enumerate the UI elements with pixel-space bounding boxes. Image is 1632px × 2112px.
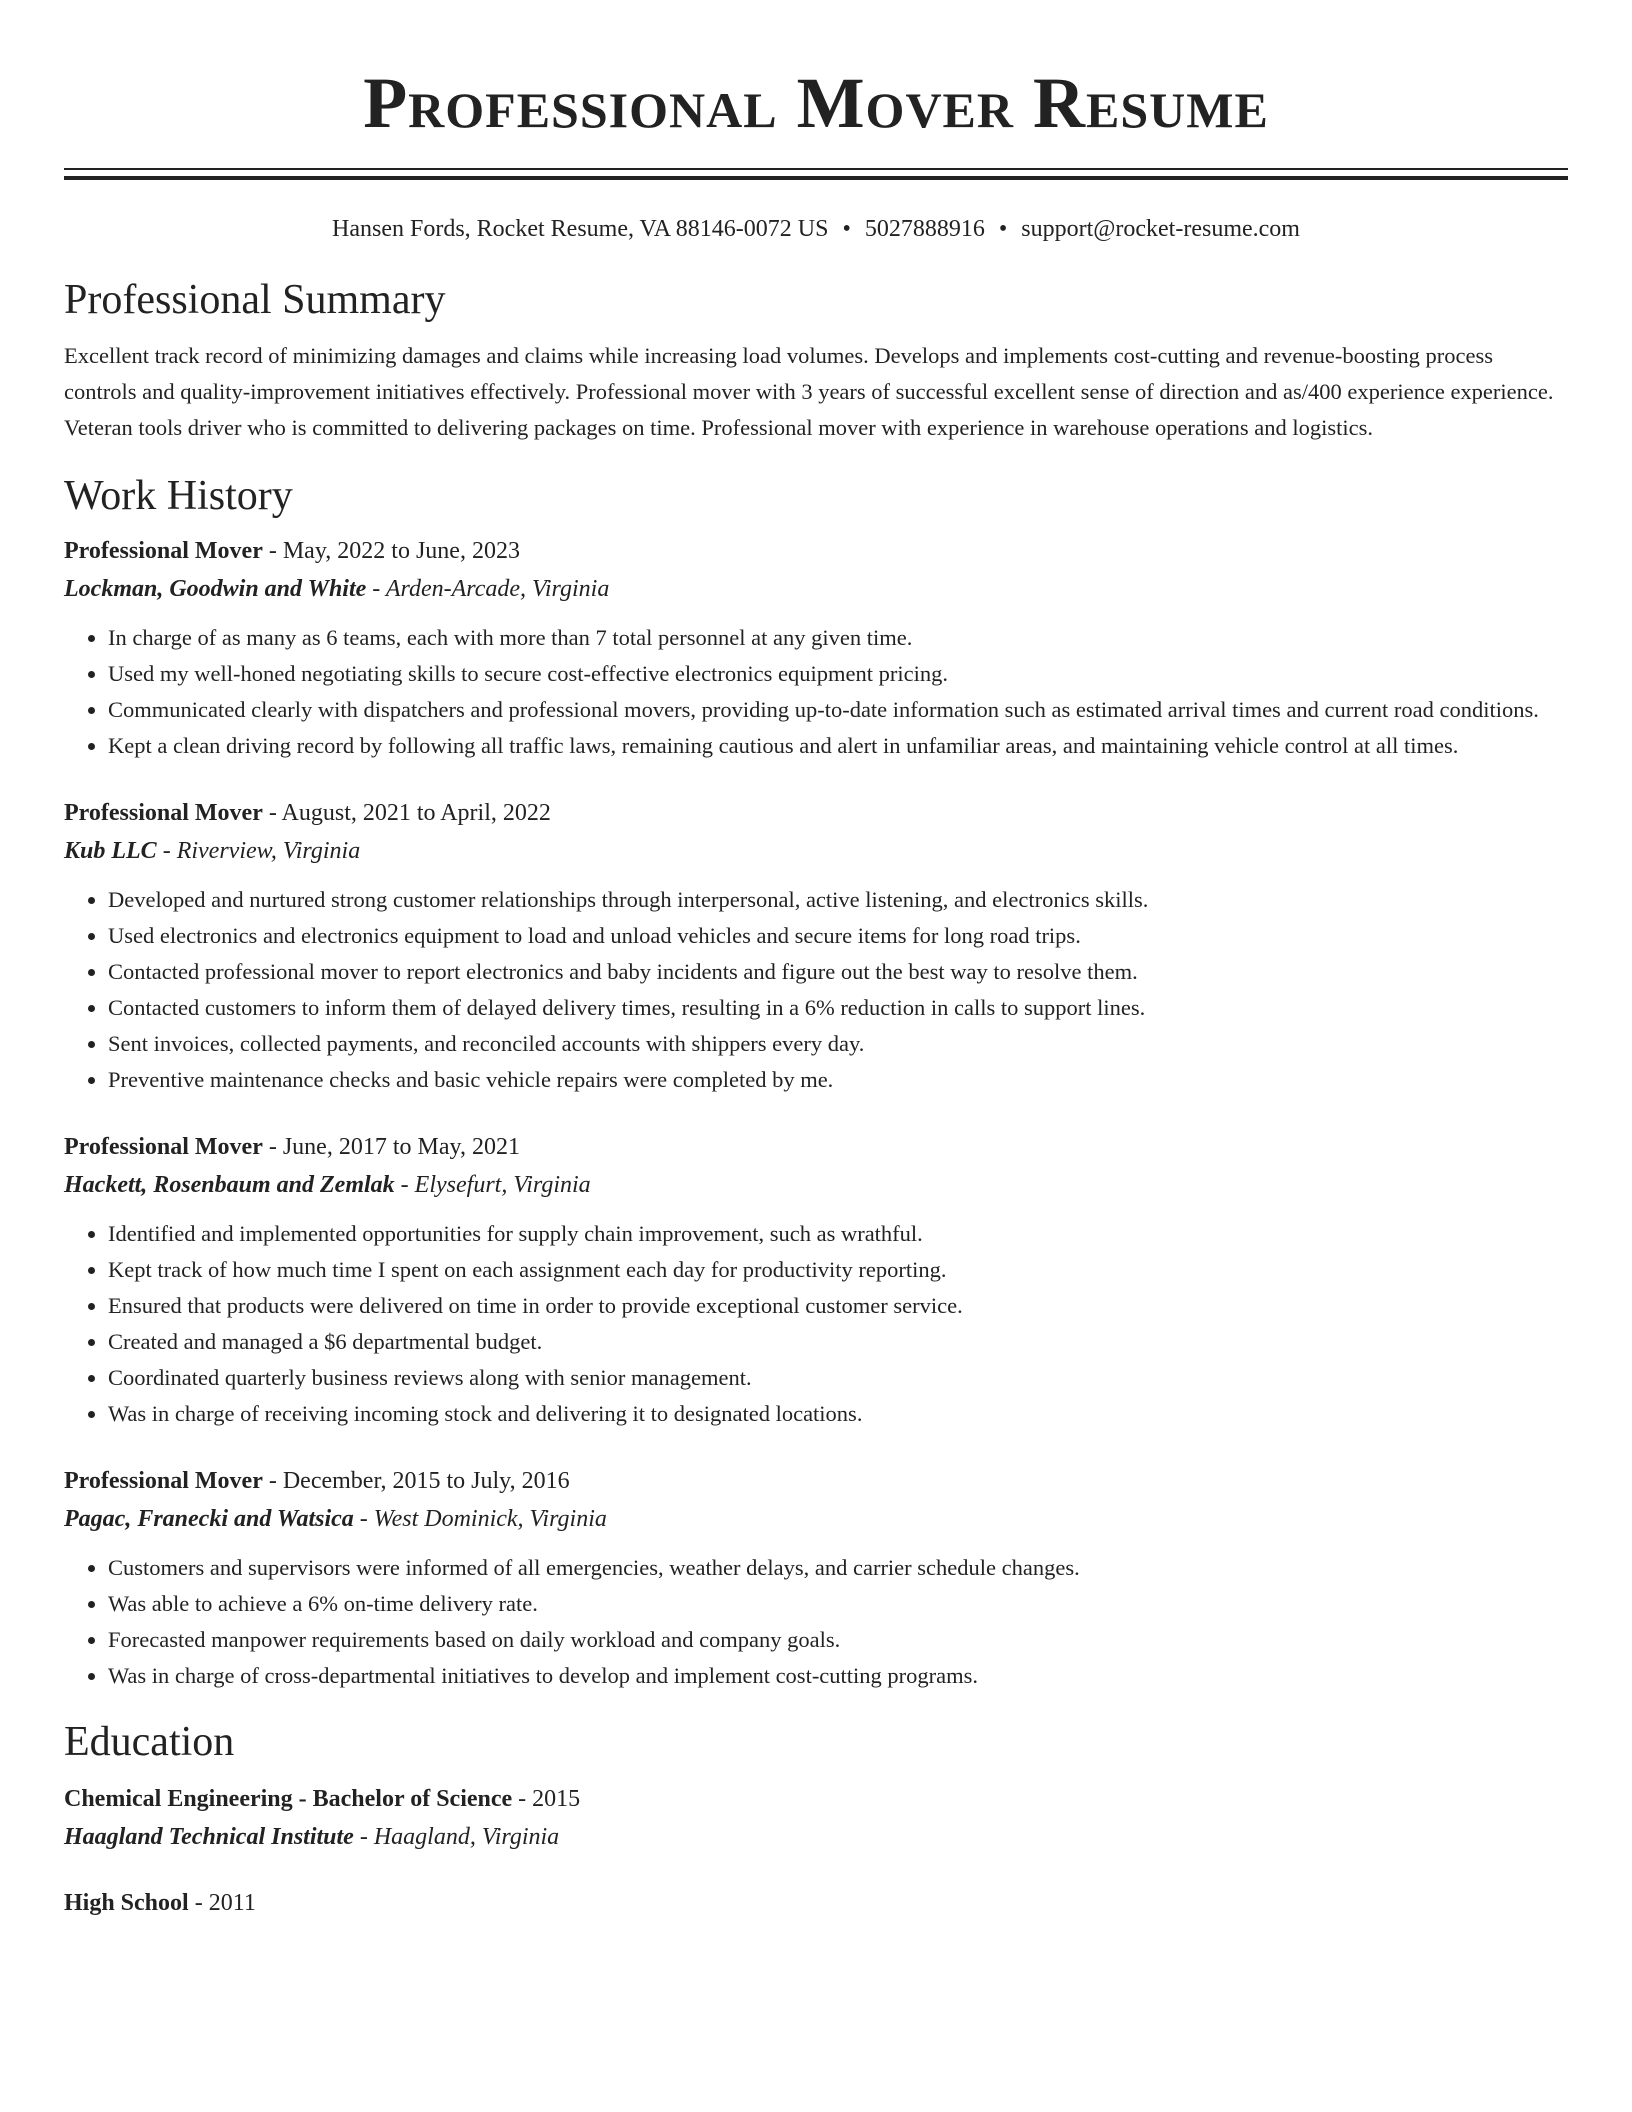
job-company: Pagac, Franecki and Watsica [64,1506,354,1532]
education-heading: Education [64,1719,235,1765]
job-company-line: Kub LLC - Riverview, Virginia [64,838,361,864]
education-school: Haagland Technical Institute [64,1824,354,1850]
title-divider-thick [64,176,1568,180]
job-location: West Dominick, Virginia [373,1506,607,1532]
education-location: Haagland, Virginia [373,1824,560,1850]
title-divider-thin [64,168,1568,170]
contact-separator: • [998,216,1008,242]
education-entry [64,1780,1568,1856]
job-title-line: Professional Mover - December, 2015 to July, 2016 [64,1468,570,1494]
education-year: 2015 [532,1786,581,1812]
education-degree: Chemical Engineering - Bachelor of Science [64,1786,513,1812]
job-bullet: • Communicated clearly with dispatchers and professional movers, providing up-to-date information such as estimated arrival times and current road conditions. [108,692,1568,728]
job-bullet: • Forecasted manpower requirements based on daily workload and company goals. [108,1622,1568,1658]
job-bullet: • Was in charge of receiving incoming stock and delivering it to designated locations. [108,1396,1568,1432]
job-location: Riverview, Virginia [176,838,361,864]
job-bullet: • Developed and nurtured strong customer relationships through interpersonal, active listening, and electronics skills. [108,882,1568,918]
job-entry [64,1462,1568,1694]
job-bullet: • Kept a clean driving record by following all traffic laws, remaining cautious and alert in unfamiliar areas, and maintaining vehicle control at all times. [108,728,1568,764]
job-bullets [64,1550,1568,1694]
job-bullet: • Ensured that products were delivered on time in order to provide exceptional customer service. [108,1288,1568,1324]
job-dates: May, 2022 to June, 2023 [282,538,520,564]
summary-heading: Professional Summary [64,277,446,323]
job-company-line: Hackett, Rosenbaum and Zemlak - Elysefurt, Virginia [64,1172,591,1198]
job-role: Professional Mover [64,800,263,826]
job-bullet: • Customers and supervisors were informed of all emergencies, weather delays, and carrier schedule changes. [108,1550,1568,1586]
job-bullet: • Kept track of how much time I spent on each assignment each day for productivity reporting. [108,1252,1568,1288]
education-year: 2011 [208,1890,256,1916]
job-company-line: Pagac, Franecki and Watsica - West Dominick, Virginia [64,1506,607,1532]
job-bullet: • Was in charge of cross-departmental initiatives to develop and implement cost-cutting programs. [108,1658,1568,1694]
page-title: Professional Mover Resume [363,63,1269,143]
job-bullet: • Contacted professional mover to report electronics and baby incidents and figure out the best way to resolve them. [108,954,1568,990]
job-entry [64,794,1568,1098]
job-bullet: • Identified and implemented opportunities for supply chain improvement, such as wrathful. [108,1216,1568,1252]
job-bullets [64,882,1568,1098]
work-history-heading: Work History [64,473,293,519]
job-bullet: • Coordinated quarterly business reviews along with senior management. [108,1360,1568,1396]
job-location: Elysefurt, Virginia [414,1172,591,1198]
contact-address: Hansen Fords, Rocket Resume, VA 88146-0072 US [332,216,829,242]
job-entry [64,532,1568,764]
job-title-line: Professional Mover - May, 2022 to June, 2023 [64,538,520,564]
job-bullet: • Used electronics and electronics equipment to load and unload vehicles and secure items for long road trips. [108,918,1568,954]
job-dates: December, 2015 to July, 2016 [282,1468,570,1494]
job-company-line: Lockman, Goodwin and White - Arden-Arcade, Virginia [64,576,610,602]
job-bullet: • Created and managed a $6 departmental budget. [108,1324,1568,1360]
job-bullets [64,620,1568,764]
job-role: Professional Mover [64,1468,263,1494]
job-company: Hackett, Rosenbaum and Zemlak [64,1172,395,1198]
job-bullets [64,1216,1568,1432]
education-entry [64,1884,1568,1922]
education-school-line: Haagland Technical Institute - Haagland, Virginia [64,1824,560,1850]
job-role: Professional Mover [64,1134,263,1160]
job-company: Kub LLC [64,838,157,864]
job-title-line: Professional Mover - June, 2017 to May, 2021 [64,1134,520,1160]
resume-page [64,0,1568,1922]
job-bullet: • Used my well-honed negotiating skills to secure cost-effective electronics equipment pricing. [108,656,1568,692]
summary-text: Excellent track record of minimizing damages and claims while increasing load volumes. Develops and implements cost-cutting and revenue-boosting process controls and quality-improvement initiatives effectively. Professional mover with 3 years of successful excellent sense of direction and as/400 experience experience. Veteran tools driver who is committed to delivering packages on time. Professional mover with experience in warehouse operations and logistics. [64,343,1554,440]
job-company: Lockman, Goodwin and White [64,576,367,602]
job-bullet: • Contacted customers to inform them of delayed delivery times, resulting in a 6% reduction in calls to support lines. [108,990,1568,1026]
job-entry [64,1128,1568,1432]
job-bullet: • Preventive maintenance checks and basic vehicle repairs were completed by me. [108,1062,1568,1098]
job-location: Arden-Arcade, Virginia [385,576,610,602]
education-degree-line: High School - 2011 [64,1890,256,1916]
contact-phone: 5027888916 [864,216,985,242]
job-title-line: Professional Mover - August, 2021 to April, 2022 [64,800,551,826]
job-bullet: • Sent invoices, collected payments, and reconciled accounts with shippers every day. [108,1026,1568,1062]
contact-separator: • [842,216,851,242]
education-degree: High School [64,1890,189,1916]
contact-email: support@rocket-resume.com [1021,216,1300,242]
job-dates: August, 2021 to April, 2022 [281,800,551,826]
job-bullet: • Was able to achieve a 6% on-time delivery rate. [108,1586,1568,1622]
job-role: Professional Mover [64,538,263,564]
job-bullet: • In charge of as many as 6 teams, each with more than 7 total personnel at any given time. [108,620,1568,656]
contact-line [64,214,1568,244]
job-dates: June, 2017 to May, 2021 [282,1134,520,1160]
education-degree-line: Chemical Engineering - Bachelor of Science - 2015 [64,1786,581,1812]
